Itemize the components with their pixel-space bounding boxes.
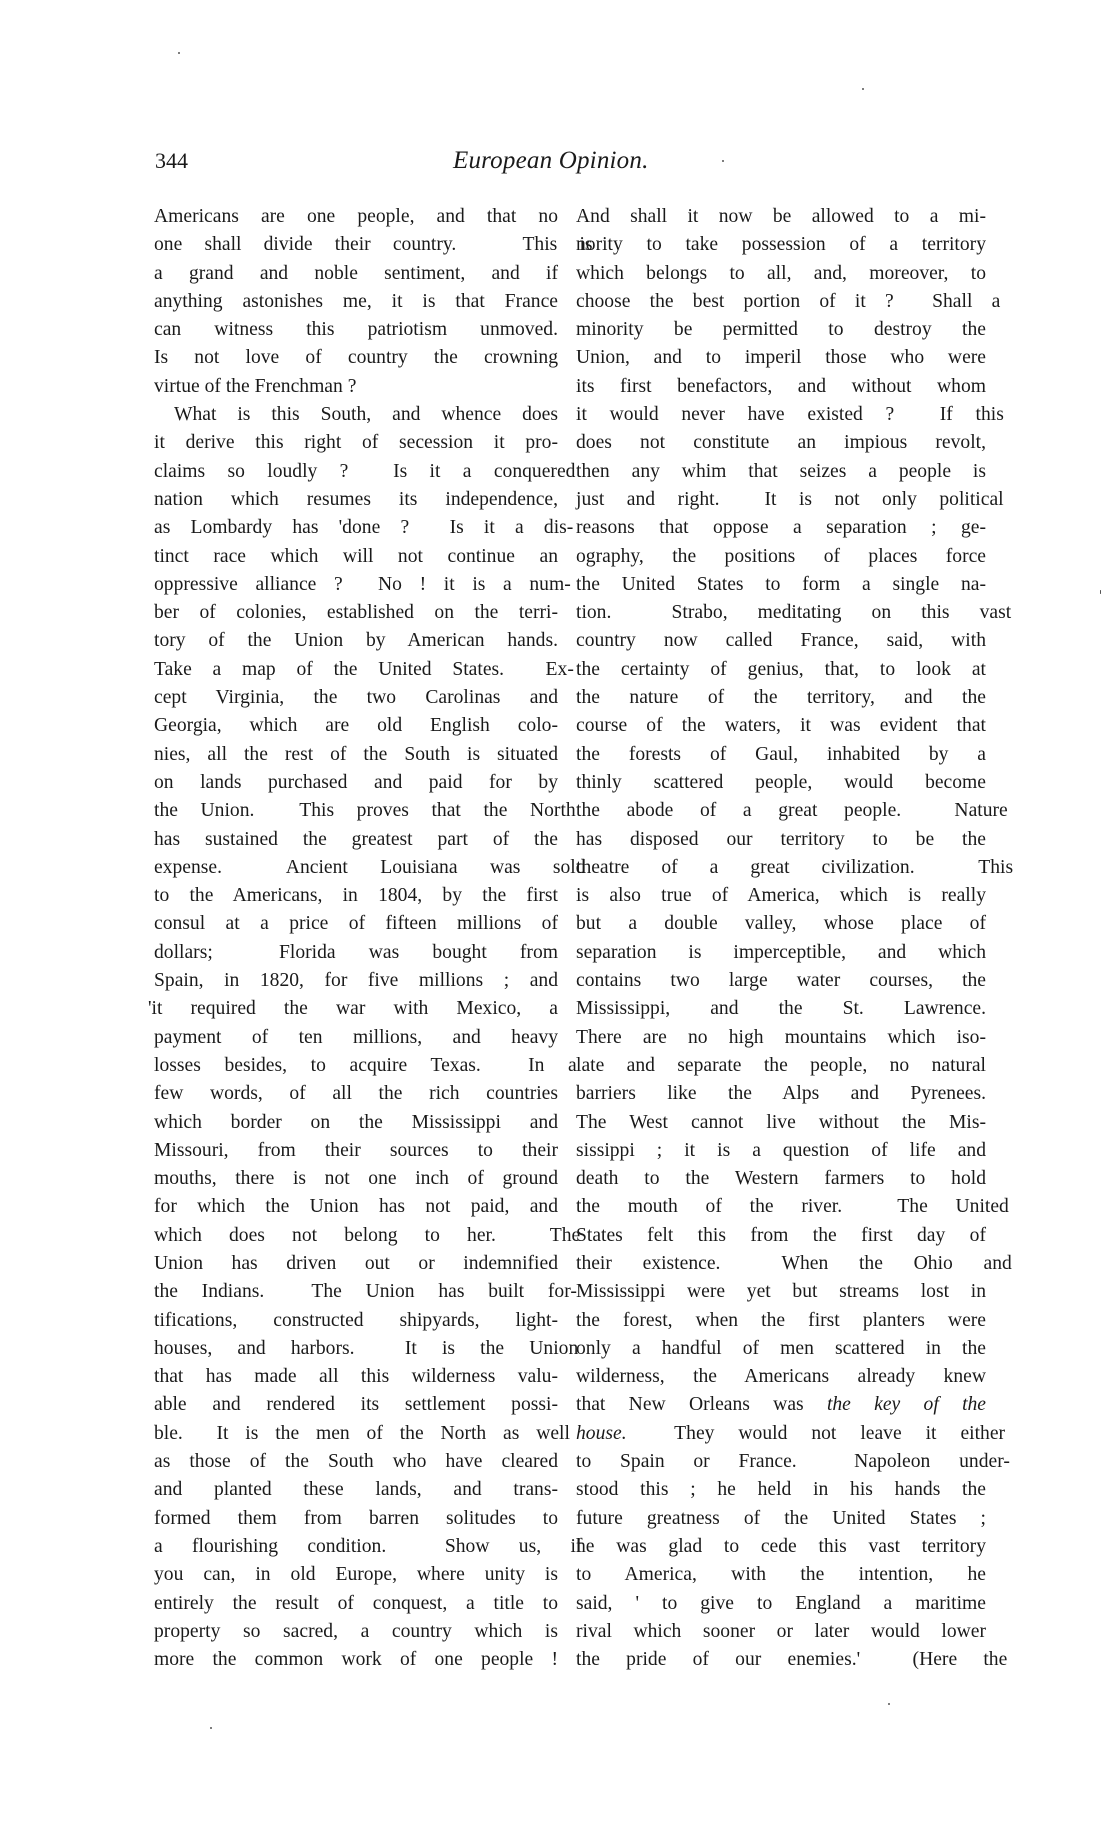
line-text: their existence. When the Ohio and bbox=[576, 1252, 1012, 1274]
text-line bbox=[154, 1222, 581, 1250]
text-line bbox=[576, 967, 986, 995]
text-line bbox=[576, 1193, 1009, 1221]
text-line bbox=[576, 1590, 986, 1618]
line-text: sissippi ; it is a question of life and bbox=[576, 1139, 986, 1161]
text-line bbox=[576, 1476, 986, 1504]
line-text: Mississippi, and the St. Lawrence. bbox=[576, 998, 986, 1020]
text-line bbox=[154, 599, 558, 627]
text-line bbox=[154, 1137, 558, 1165]
line-text: is also true of America, which is really bbox=[576, 885, 986, 907]
line-text: theatre of a great civilization. This bbox=[576, 856, 1014, 878]
line-text: Is not love of country the crowning bbox=[154, 347, 558, 369]
text-line bbox=[154, 260, 558, 288]
text-line bbox=[154, 854, 586, 882]
line-text: only a handful of men scattered in the bbox=[576, 1337, 986, 1359]
text-line bbox=[154, 543, 558, 571]
text-line bbox=[576, 599, 1012, 627]
text-line bbox=[576, 854, 1014, 882]
line-text: country now called France, said, with bbox=[576, 630, 986, 652]
text-line bbox=[576, 741, 986, 769]
text-line bbox=[154, 684, 558, 712]
line-text: Union, and to imperil those who were bbox=[576, 347, 986, 369]
line-text: stood this ; he held in his hands the bbox=[576, 1479, 986, 1501]
text-line bbox=[576, 458, 986, 486]
line-text: formed them from barren solitudes to bbox=[154, 1507, 558, 1529]
text-line bbox=[576, 656, 986, 684]
text-line bbox=[576, 1618, 986, 1646]
line-text: There are no high mountains which iso- bbox=[576, 1026, 986, 1048]
text-line bbox=[576, 712, 986, 740]
scan-speck bbox=[1100, 590, 1101, 594]
line-text: has disposed our territory to be the bbox=[576, 828, 986, 850]
line-text: which does not belong to her. The bbox=[154, 1224, 581, 1246]
line-text: which border on the Mississippi and bbox=[154, 1111, 558, 1133]
text-line bbox=[576, 995, 986, 1023]
line-text: does not constitute an impious revolt, bbox=[576, 432, 986, 454]
text-line bbox=[576, 882, 986, 910]
line-text: to America, with the intention, he bbox=[576, 1564, 986, 1586]
text-line bbox=[576, 344, 986, 372]
text-line bbox=[154, 627, 558, 655]
line-text: separation is imperceptible, and which bbox=[576, 941, 986, 963]
right-column bbox=[576, 203, 1014, 1674]
line-text: and planted these lands, and trans- bbox=[154, 1479, 558, 1501]
text-line bbox=[576, 231, 986, 259]
line-text: a flourishing condition. Show us, if bbox=[154, 1535, 583, 1557]
line-text: nies, all the rest of the South is situated bbox=[154, 743, 558, 765]
text-line bbox=[154, 1165, 558, 1193]
text-line bbox=[576, 1080, 986, 1108]
text-line bbox=[154, 401, 558, 429]
text-line bbox=[154, 203, 558, 231]
text-line bbox=[154, 288, 558, 316]
line-text: consul at a price of fifteen millions of bbox=[154, 913, 558, 935]
line-text: the Indians. The Union has built for- bbox=[154, 1281, 577, 1303]
text-line bbox=[154, 1080, 558, 1108]
line-text: its first benefactors, and without whom bbox=[576, 375, 986, 397]
line-text: a grand and noble sentiment, and if bbox=[154, 262, 558, 284]
text-line bbox=[154, 1391, 558, 1419]
text-line bbox=[154, 1533, 583, 1561]
line-text: Georgia, which are old English colo- bbox=[154, 715, 558, 737]
text-line bbox=[576, 543, 986, 571]
text-line bbox=[154, 939, 558, 967]
text-line bbox=[576, 1222, 986, 1250]
line-text: cept Virginia, the two Carolinas and bbox=[154, 687, 558, 709]
text-line bbox=[576, 1137, 986, 1165]
line-text: that New Orleans was bbox=[576, 1394, 827, 1416]
line-text: payment of ten millions, and heavy bbox=[154, 1026, 558, 1048]
text-line bbox=[576, 769, 986, 797]
text-line bbox=[154, 1335, 579, 1363]
text-line bbox=[154, 741, 558, 769]
text-line bbox=[154, 1024, 558, 1052]
text-line bbox=[154, 1618, 558, 1646]
line-text: houses, and harbors. It is the Union bbox=[154, 1337, 579, 1359]
text-line bbox=[576, 1052, 986, 1080]
text-line bbox=[576, 486, 1004, 514]
text-line bbox=[576, 684, 986, 712]
text-line bbox=[576, 260, 986, 288]
left-column bbox=[148, 203, 593, 1674]
line-text: Missouri, from their sources to their bbox=[154, 1139, 558, 1161]
running-title: European Opinion. bbox=[453, 147, 649, 174]
line-text: Americans are one people, and that no bbox=[154, 206, 558, 227]
line-text: as those of the South who have cleared bbox=[154, 1451, 558, 1473]
text-line bbox=[576, 939, 986, 967]
text-line bbox=[576, 1391, 986, 1419]
line-text: future greatness of the United States ; bbox=[576, 1507, 986, 1529]
line-text: mouths, there is not one inch of ground bbox=[154, 1168, 558, 1190]
text-line bbox=[576, 1109, 986, 1137]
line-text: property so sacred, a country which is bbox=[154, 1620, 558, 1642]
line-text: to the Americans, in 1804, by the first bbox=[154, 885, 558, 907]
text-line bbox=[576, 203, 986, 231]
line-text: few words, of all the rich countries bbox=[154, 1083, 558, 1105]
line-text: tion. Strabo, meditating on this vast bbox=[576, 602, 1012, 624]
line-text: nation which resumes its independence, bbox=[154, 488, 558, 510]
text-line bbox=[154, 429, 558, 457]
text-line bbox=[154, 231, 593, 259]
line-text: tory of the Union by American hands. bbox=[154, 630, 558, 652]
line-text: oppressive alliance ? No ! it is a num- bbox=[154, 573, 571, 595]
line-text: the forest, when the first planters were bbox=[576, 1309, 986, 1331]
line-text: What is this South, and whence does bbox=[174, 404, 558, 426]
italic-phrase: the key of the bbox=[826, 1394, 987, 1416]
text-line bbox=[154, 910, 558, 938]
text-line bbox=[576, 1250, 1012, 1278]
line-text: claims so loudly ? Is it a conquered bbox=[154, 460, 576, 482]
line-text: virtue of the Frenchman ? bbox=[154, 375, 357, 397]
text-line bbox=[148, 995, 558, 1023]
line-text: ble. It is the men of the North as well bbox=[154, 1422, 570, 1444]
text-line bbox=[576, 1561, 986, 1589]
line-text: then any whim that seizes a people is bbox=[576, 460, 986, 482]
line-text: anything astonishes me, it is that France bbox=[154, 290, 558, 312]
text-line bbox=[154, 882, 558, 910]
line-text: Union has driven out or indemnified bbox=[154, 1252, 558, 1274]
line-text: rival which sooner or later would lower bbox=[576, 1620, 986, 1642]
line-text: the abode of a great people. Nature bbox=[576, 800, 1008, 822]
text-line bbox=[154, 1193, 558, 1221]
text-line bbox=[154, 1109, 558, 1137]
text-line bbox=[576, 1278, 986, 1306]
line-text: Spain, in 1820, for five millions ; and bbox=[154, 970, 558, 992]
line-text: the forests of Gaul, inhabited by a bbox=[576, 743, 986, 765]
text-line bbox=[576, 1307, 986, 1335]
line-text: for which the Union has not paid, and bbox=[154, 1196, 558, 1218]
line-text: as Lombardy has 'done ? Is it a dis- bbox=[154, 517, 574, 539]
text-line bbox=[576, 1533, 986, 1561]
text-line bbox=[154, 316, 558, 344]
line-text: minority be permitted to destroy the bbox=[576, 319, 986, 341]
scan-speck bbox=[210, 1727, 212, 1729]
text-line bbox=[576, 1165, 986, 1193]
line-text: contains two large water courses, the bbox=[576, 970, 986, 992]
line-text: one shall divide their country. This is bbox=[154, 234, 593, 256]
line-text: ography, the positions of places force bbox=[576, 545, 986, 567]
line-text: that has made all this wilderness valu- bbox=[154, 1366, 558, 1388]
line-text: tifications, constructed shipyards, light- bbox=[154, 1309, 558, 1331]
line-text: the mouth of the river. The United bbox=[576, 1196, 1009, 1218]
line-text: entirely the result of conquest, a title to bbox=[154, 1592, 558, 1614]
text-line bbox=[576, 627, 986, 655]
text-line bbox=[576, 1335, 986, 1363]
line-text: the nature of the territory, and the bbox=[576, 687, 986, 709]
line-text: can witness this patriotism unmoved. bbox=[154, 319, 558, 341]
text-line bbox=[154, 373, 558, 401]
line-text: the United States to form a single na- bbox=[576, 573, 986, 595]
line-text: And shall it now be allowed to a mi- bbox=[576, 206, 986, 227]
line-text: ber of colonies, established on the terri- bbox=[154, 602, 558, 624]
line-text: losses besides, to acquire Texas. In a bbox=[154, 1054, 577, 1076]
text-line bbox=[576, 1448, 1010, 1476]
text-line bbox=[576, 401, 1004, 429]
text-line bbox=[154, 712, 558, 740]
line-text: the Union. This proves that the North bbox=[154, 800, 576, 822]
line-text: 'it required the war with Mexico, a bbox=[148, 998, 558, 1020]
line-text: said, ' to give to England a maritime bbox=[576, 1592, 986, 1614]
italic-phrase: house. bbox=[576, 1422, 627, 1444]
page-number: 344 bbox=[155, 148, 188, 173]
text-line bbox=[154, 1646, 558, 1674]
line-text: the pride of our enemies.' (Here the bbox=[576, 1649, 1008, 1671]
line-text: it would never have existed ? If this bbox=[576, 404, 1004, 426]
text-line bbox=[576, 571, 986, 599]
text-line bbox=[154, 1363, 558, 1391]
line-text: on lands purchased and paid for by bbox=[154, 771, 558, 793]
line-text: thinly scattered people, would become bbox=[576, 771, 986, 793]
line-text: able and rendered its settlement possi- bbox=[154, 1394, 558, 1416]
text-line bbox=[154, 826, 558, 854]
line-text: choose the best portion of it ? Shall a bbox=[576, 290, 1001, 312]
text-line bbox=[154, 514, 574, 542]
text-line bbox=[576, 797, 1008, 825]
line-text: has sustained the greatest part of the bbox=[154, 828, 558, 850]
line-text: it derive this right of secession it pro- bbox=[154, 432, 558, 454]
text-line bbox=[154, 1420, 570, 1448]
text-line bbox=[576, 429, 986, 457]
text-line bbox=[154, 1590, 558, 1618]
line-text: the certainty of genius, that, to look at bbox=[576, 658, 986, 680]
line-text: wilderness, the Americans already knew bbox=[576, 1366, 986, 1388]
text-line bbox=[154, 769, 558, 797]
line-text: Take a map of the United States. Ex- bbox=[154, 658, 574, 680]
line-text: but a double valley, whose place of bbox=[576, 913, 986, 935]
text-line bbox=[154, 1476, 558, 1504]
text-line bbox=[154, 656, 574, 684]
text-line bbox=[154, 1561, 558, 1589]
line-text: death to the Western farmers to hold bbox=[576, 1168, 986, 1190]
text-line bbox=[154, 1307, 558, 1335]
text-line bbox=[154, 1448, 558, 1476]
line-text: barriers like the Alps and Pyrenees. bbox=[576, 1083, 986, 1105]
text-line bbox=[154, 1052, 577, 1080]
text-line bbox=[576, 910, 986, 938]
line-text: you can, in old Europe, where unity is bbox=[154, 1564, 558, 1586]
text-line bbox=[154, 1278, 577, 1306]
line-text: more the common work of one people ! bbox=[154, 1649, 558, 1671]
line-text: course of the waters, it was evident that bbox=[576, 715, 986, 737]
text-line bbox=[154, 1250, 558, 1278]
text-line bbox=[576, 1024, 986, 1052]
line-text: to Spain or France. Napoleon under- bbox=[576, 1451, 1010, 1473]
text-line bbox=[154, 967, 558, 995]
text-line bbox=[154, 344, 558, 372]
text-line bbox=[576, 826, 986, 854]
line-text: dollars; Florida was bought from bbox=[154, 941, 558, 963]
scan-speck bbox=[862, 88, 864, 90]
text-line bbox=[576, 1505, 986, 1533]
line-text: just and right. It is not only political bbox=[576, 488, 1004, 510]
line-text: tinct race which will not continue an bbox=[154, 545, 558, 567]
text-line bbox=[154, 1505, 558, 1533]
text-line bbox=[154, 458, 576, 486]
text-line bbox=[576, 1363, 986, 1391]
line-text: late and separate the people, no natural bbox=[576, 1054, 986, 1076]
text-line bbox=[576, 288, 1001, 316]
text-line bbox=[576, 1646, 1008, 1674]
running-head bbox=[155, 146, 985, 180]
scan-speck bbox=[888, 1703, 890, 1705]
line-text: The West cannot live without the Mis- bbox=[576, 1111, 986, 1133]
text-line bbox=[576, 316, 986, 344]
scan-speck bbox=[178, 52, 180, 54]
line-text: Mississippi were yet but streams lost in bbox=[576, 1281, 986, 1303]
scan-speck bbox=[722, 160, 724, 162]
text-line bbox=[576, 514, 986, 542]
line-text: which belongs to all, and, moreover, to bbox=[576, 262, 986, 284]
text-line bbox=[576, 373, 986, 401]
line-text: nority to take possession of a territory bbox=[576, 234, 986, 256]
line-text: he was glad to cede this vast territory bbox=[576, 1535, 986, 1557]
text-line bbox=[154, 486, 558, 514]
line-text: They would not leave it either bbox=[626, 1422, 1006, 1444]
line-text: expense. Ancient Louisiana was sold bbox=[154, 856, 586, 878]
text-line bbox=[154, 571, 571, 599]
text-line bbox=[154, 797, 576, 825]
line-text: States felt this from the first day of bbox=[576, 1224, 986, 1246]
line-text: reasons that oppose a separation ; ge- bbox=[576, 517, 986, 539]
text-line bbox=[576, 1420, 1006, 1448]
